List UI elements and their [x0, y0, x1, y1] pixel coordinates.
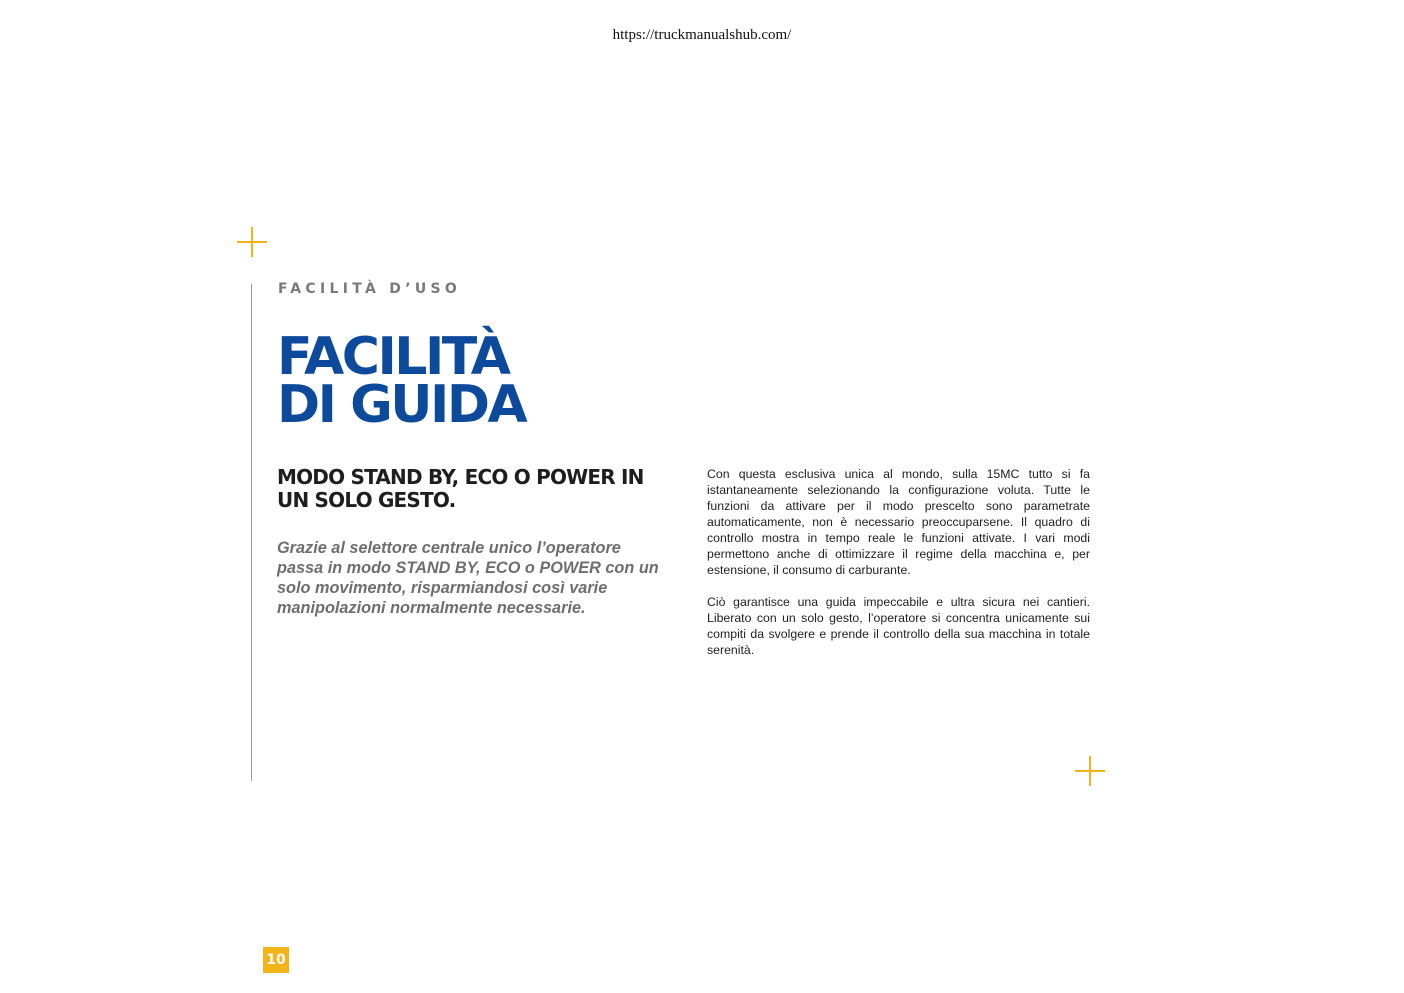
body-paragraph-2: Ciò garantisce una guida impeccabile e ultra sicura nei cantieri. Liberato con un solo gesto, l’operatore si concentra unicamente sui compiti da svolgere e prende il controllo della sua macchina in totale serenità.	[707, 595, 1090, 657]
title-line-2: DI GUIDA	[277, 375, 526, 435]
source-url[interactable]: https://truckmanualshub.com/	[612, 27, 792, 43]
section-subtitle: MODO STAND BY, ECO O POWER IN UN SOLO GESTO.	[277, 465, 644, 512]
page-number: 10	[263, 947, 289, 973]
title-line-1: FACILITÀ	[277, 327, 509, 387]
section-eyebrow: FACILITÀ D’USO	[278, 281, 462, 297]
plus-icon	[1075, 756, 1105, 786]
plus-icon	[237, 227, 267, 257]
body-text	[707, 466, 1090, 674]
body-paragraph-1: Con questa esclusiva unica al mondo, sulla 15MC tutto si fa istantaneamente selezionando la configurazione voluta. Tutte le funzioni da attivare per il modo prescelto sono parametrate automaticamente, non è necessario preoccuparsene. Il quadro di controllo mostra in tempo reale le funzioni attivate. I vari modi permettono anche di ottimizzare il regime della macchina e, per estensione, il consumo di carburante.	[707, 467, 1090, 577]
lead-paragraph: Grazie al selettore centrale unico l’operatore passa in modo STAND BY, ECO o POWER con un solo movimento, risparmiandosi così varie manipolazioni normalmente necessarie.	[277, 539, 659, 617]
vertical-divider	[251, 284, 252, 781]
page-title	[277, 327, 526, 435]
